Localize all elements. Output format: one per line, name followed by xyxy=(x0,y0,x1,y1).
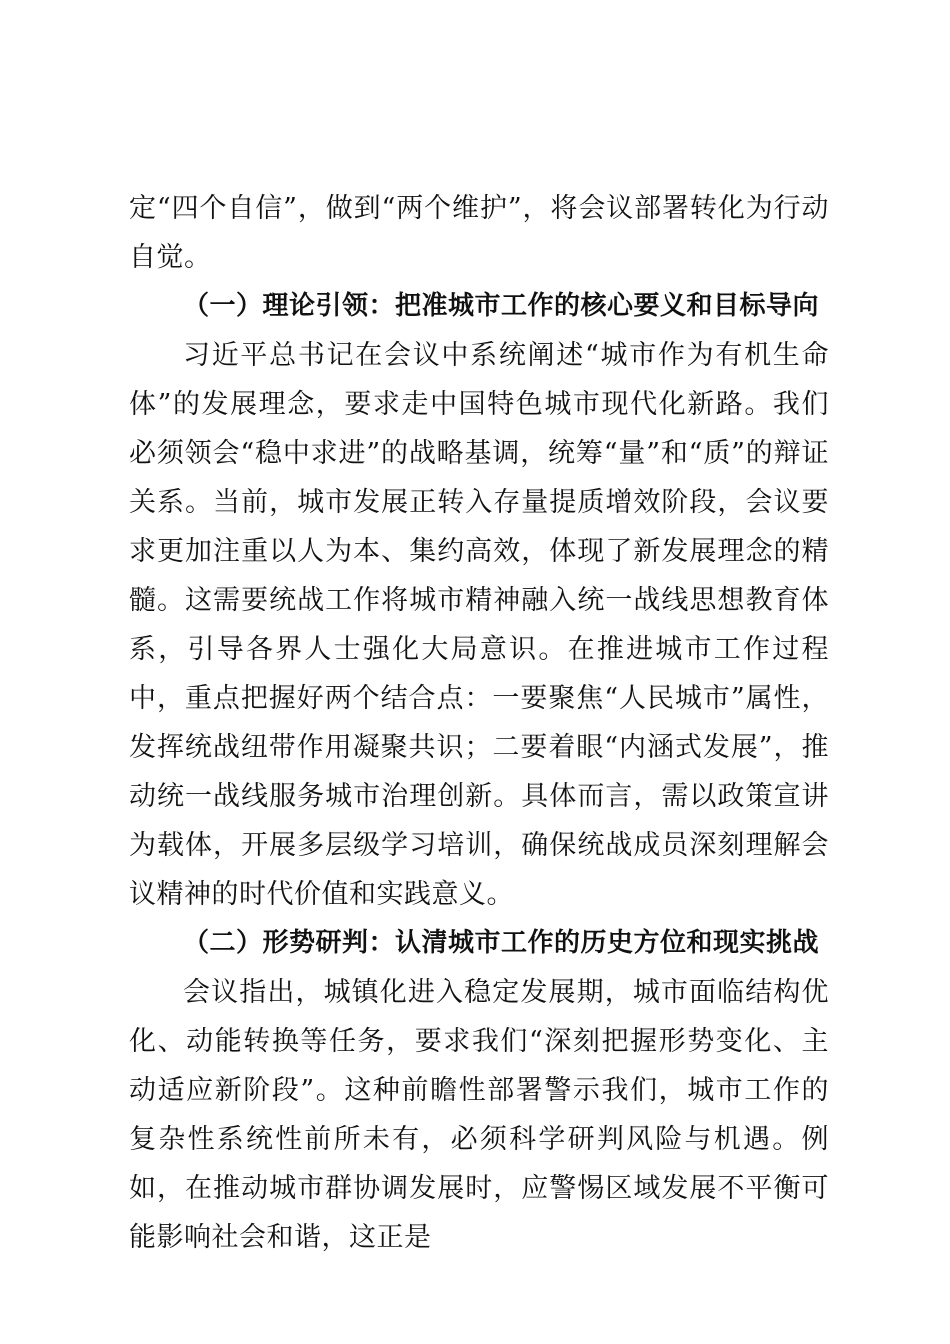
document-body xyxy=(129,184,829,1262)
paragraph-section-1: 习近平总书记在会议中系统阐述“城市作为有机生命体”的发展理念，要求走中国特色城市现代化新路。我们必须领会“稳中求进”的战略基调，统筹“量”和“质”的辩证关系。当前，城市发展正转入存量提质增效阶段，会议要求更加注重以人为本、集约高效，体现了新发展理念的精髓。这需要统战工作将城市精神融入统一战线思想教育体系，引导各界人士强化大局意识。在推进城市工作过程中，重点把握好两个结合点：一要聚焦“人民城市”属性，发挥统战纽带作用凝聚共识；二要着眼“内涵式发展”，推动统一战线服务城市治理创新。具体而言，需以政策宣讲为载体，开展多层级学习培训，确保统战成员深刻理解会议精神的时代价值和实践意义。 xyxy=(129,340,829,910)
section-heading-2: （二）形势研判：认清城市工作的历史方位和现实挑战 xyxy=(183,928,820,958)
section-heading-1: （一）理论引领：把准城市工作的核心要义和目标导向 xyxy=(183,291,820,321)
paragraph-section-2: 会议指出，城镇化进入稳定发展期，城市面临结构优化、动能转换等任务，要求我们“深刻把握形势变化、主动适应新阶段”。这种前瞻性部署警示我们，城市工作的复杂性系统性前所未有，必须科学研判风险与机遇。例如，在推动城市群协调发展时，应警惕区域发展不平衡可能影响社会和谐，这正是 xyxy=(129,977,829,1253)
paragraph-continuation: 定“四个自信”，做到“两个维护”，将会议部署转化为行动自觉。 xyxy=(129,193,829,273)
